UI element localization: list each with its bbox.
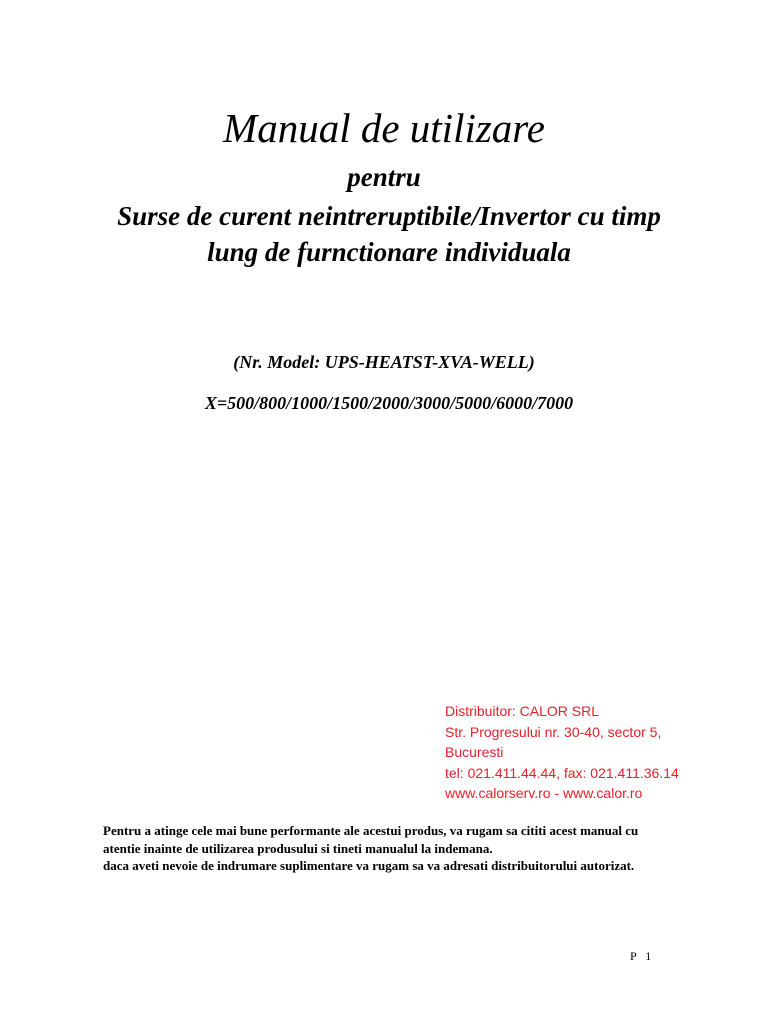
subtitle-line-1: Surse de curent neintreruptibile/Invertor cu timp — [117, 201, 661, 231]
model-variants: X=500/800/1000/1500/2000/3000/5000/6000/7000 — [204, 393, 574, 413]
distributor-street: Str. Progresului nr. 30-40, sector 5, — [445, 723, 662, 740]
document-subtitle — [0, 198, 768, 270]
notice-paragraph-1: Pentru a atinge cele mai bune performante ale acestui produs, va rugam sa cititi acest manual cu atentie inainte de utilizarea produsului si tineti manualul la indemana. — [103, 823, 639, 856]
distributor-city: Bucuresti — [445, 744, 504, 760]
distributor-name: Distribuitor: CALOR SRL — [445, 703, 600, 719]
document-title: Manual de utilizare — [223, 105, 545, 151]
for-label: pentru — [347, 162, 421, 192]
usage-notice — [103, 822, 677, 875]
subtitle-line-2: lung de furnctionare individuala — [207, 237, 571, 267]
notice-paragraph-2: daca aveti nevoie de indrumare suplimentare va rugam sa va adresati distribuitorului autorizat. — [103, 858, 635, 873]
model-number: (Nr. Model: UPS-HEATST-XVA-WELL) — [233, 352, 535, 372]
distributor-phone-fax: tel: 021.411.44.44, fax: 021.411.36.14 — [445, 764, 679, 781]
distributor-contact — [445, 701, 679, 804]
distributor-websites: www.calorserv.ro - www.calor.ro — [445, 785, 643, 801]
page-number: P 1 — [630, 949, 655, 963]
